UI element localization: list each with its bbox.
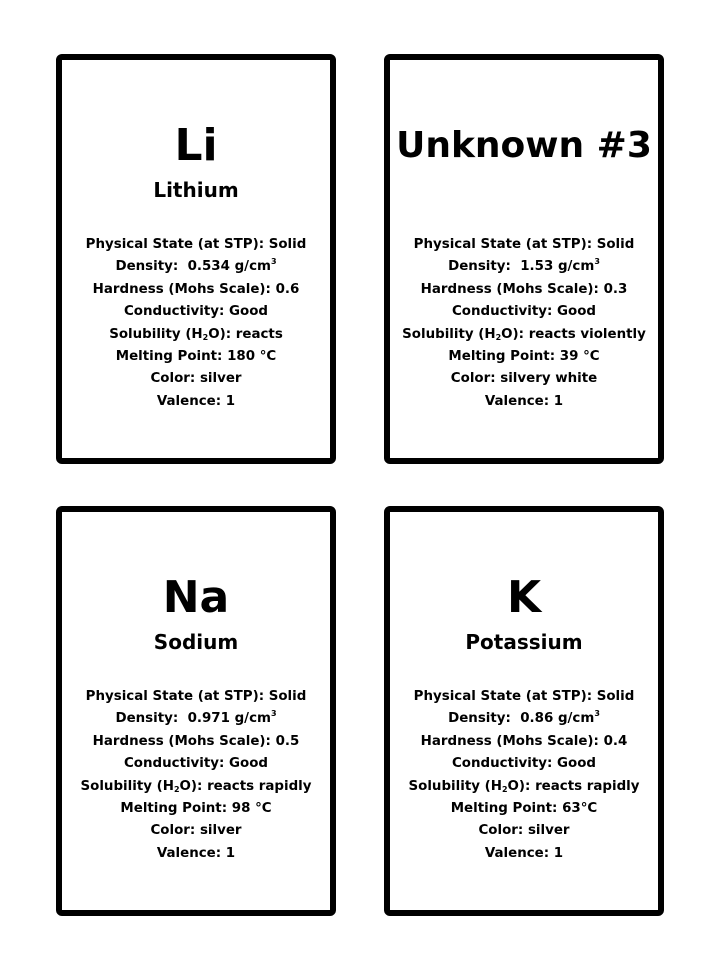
- melting-point-line: Melting Point: 63°C: [450, 801, 598, 817]
- element-symbol: Na: [162, 572, 230, 623]
- melting-point-line: Melting Point: 180 °C: [115, 349, 277, 365]
- melting-point-line: Melting Point: 98 °C: [120, 801, 272, 817]
- valence-line: Valence: 1: [484, 393, 564, 409]
- element-name: Potassium: [465, 630, 583, 654]
- element-properties: [62, 234, 330, 413]
- element-name: Lithium: [153, 178, 239, 202]
- density-line: Density: 1.53 $g/cm^3$: [448, 257, 600, 275]
- physical-state-line: Physical State (at STP): Solid: [85, 689, 307, 704]
- color-line: Color: silver: [150, 823, 242, 839]
- element-card-sodium: [56, 506, 336, 916]
- valence-line: Valence: 1: [156, 393, 236, 409]
- element-card-unknown-3: [384, 54, 664, 464]
- hardness-line: Hardness (Mohs Scale): 0.4: [420, 733, 628, 749]
- valence-line: Valence: 1: [484, 845, 564, 861]
- element-symbol: K: [506, 572, 542, 623]
- hardness-line: Hardness (Mohs Scale): 0.3: [420, 281, 628, 297]
- element-symbol: Unknown #3: [396, 125, 652, 166]
- color-line: Color: silver: [150, 371, 242, 387]
- melting-point-line: Melting Point: 39 °C: [448, 349, 600, 365]
- element-properties: [390, 686, 658, 865]
- physical-state-line: Physical State (at STP): Solid: [413, 237, 635, 252]
- conductivity-line: Conductivity: Good: [451, 756, 597, 772]
- element-card-potassium: [384, 506, 664, 916]
- density-line: Density: 0.534 $g/cm^3$: [115, 257, 277, 275]
- element-properties: [62, 686, 330, 865]
- element-name: Sodium: [153, 630, 239, 654]
- hardness-line: Hardness (Mohs Scale): 0.6: [92, 281, 300, 297]
- color-line: Color: silvery white: [450, 371, 598, 387]
- conductivity-line: Conductivity: Good: [123, 304, 269, 320]
- element-symbol: Li: [174, 120, 218, 171]
- density-line: Density: 0.971 $g/cm^3$: [115, 709, 277, 727]
- color-line: Color: silver: [478, 823, 570, 839]
- density-line: Density: 0.86 $g/cm^3$: [448, 709, 600, 727]
- element-card-lithium: [56, 54, 336, 464]
- physical-state-line: Physical State (at STP): Solid: [85, 237, 307, 252]
- physical-state-line: Physical State (at STP): Solid: [413, 689, 635, 704]
- conductivity-line: Conductivity: Good: [451, 304, 597, 320]
- hardness-line: Hardness (Mohs Scale): 0.5: [92, 733, 300, 749]
- element-name: [390, 178, 658, 202]
- solubility-line: Solubility $(H_2O)$: reacts: [109, 326, 283, 342]
- conductivity-line: Conductivity: Good: [123, 756, 269, 772]
- solubility-line: Solubility $(H_2O)$: reacts rapidly: [408, 778, 640, 794]
- solubility-line: Solubility $(H_2O)$: reacts rapidly: [80, 778, 312, 794]
- solubility-line: Solubility $(H_2O)$: reacts violently: [402, 326, 646, 342]
- valence-line: Valence: 1: [156, 845, 236, 861]
- element-properties: [390, 234, 658, 413]
